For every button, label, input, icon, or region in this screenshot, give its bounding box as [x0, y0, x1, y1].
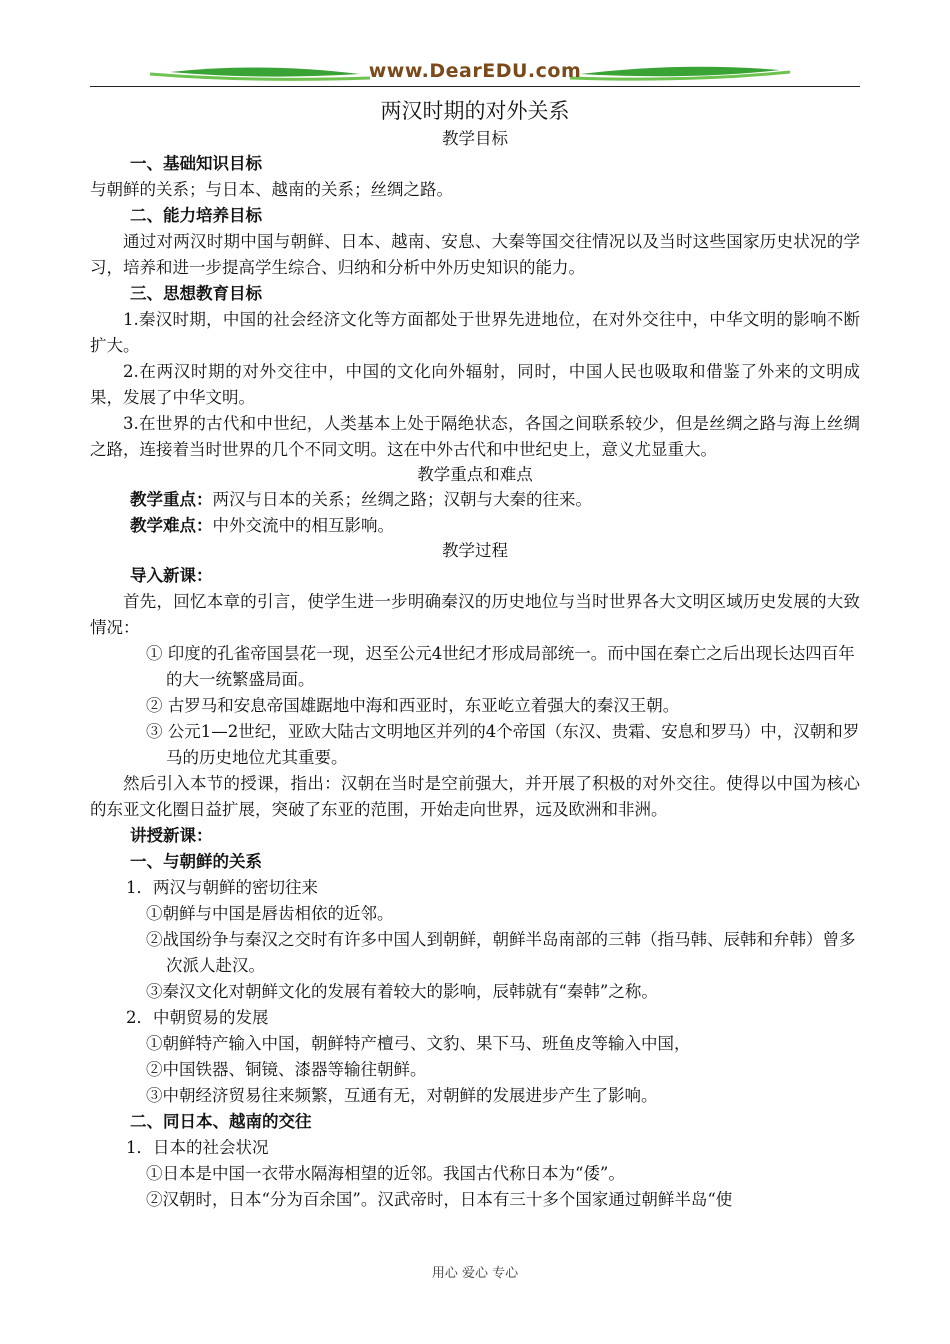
paragraph: 与朝鲜的关系；与日本、越南的关系；丝绸之路。 — [90, 180, 453, 199]
list-item: ②战国纷争与秦汉之交时有许多中国人到朝鲜，朝鲜半岛南部的三韩（指马韩、辰韩和弁韩）曾多次派人赴汉。 — [146, 930, 856, 975]
paragraph: 2.在两汉时期的对外交往中，中国的文化向外辐射，同时，中国人民也吸取和借鉴了外来的文明成果，发展了中华文明。 — [90, 362, 860, 407]
process-heading: 教学过程 — [442, 541, 508, 560]
page-footer: 用心 爱心 专心 — [431, 1266, 519, 1281]
objectives-heading: 教学目标 — [442, 129, 508, 148]
section-heading: 一、与朝鲜的关系 — [130, 852, 262, 871]
list-item: ③中朝经济贸易往来频繁，互通有无，对朝鲜的发展进步产生了影响。 — [146, 1086, 658, 1105]
focus-label: 教学重点： — [130, 490, 213, 509]
paragraph: 通过对两汉时期中国与朝鲜、日本、越南、安息、大秦等国交往情况以及当时这些国家历史状况的学习，培养和进一步提高学生综合、归纳和分析中外历史知识的能力。 — [90, 232, 860, 277]
list-item: ① 印度的孔雀帝国昙花一现，迟至公元4世纪才形成局部统一。而中国在秦亡之后出现长达四百年的大一统繁盛局面。 — [146, 644, 855, 689]
list-item: ② 古罗马和安息帝国雄踞地中海和西亚时，东亚屹立着强大的秦汉王朝。 — [146, 696, 680, 715]
list-item: ②汉朝时，日本“分为百余国”。汉武帝时，日本有三十多个国家通过朝鲜半岛“使 — [146, 1190, 733, 1209]
subheading: 2．中朝贸易的发展 — [126, 1008, 269, 1027]
list-item: ①朝鲜特产输入中国，朝鲜特产檀弓、文豹、果下马、班鱼皮等输入中国， — [146, 1034, 691, 1053]
teach-label: 讲授新课： — [130, 826, 213, 845]
difficulty-line — [90, 513, 860, 539]
list-item: ①日本是中国一衣带水隔海相望的近邻。我国古代称日本为“倭”。 — [146, 1164, 625, 1183]
list-item: ③秦汉文化对朝鲜文化的发展有着较大的影响，辰韩就有“秦韩”之称。 — [146, 982, 658, 1001]
paragraph: 1.秦汉时期，中国的社会经济文化等方面都处于世界先进地位，在对外交往中，中华文明的影响不断扩大。 — [90, 310, 860, 355]
section-heading: 二、同日本、越南的交往 — [130, 1112, 312, 1131]
page-title: 两汉时期的对外关系 — [380, 99, 570, 123]
list-item: ①朝鲜与中国是唇齿相依的近邻。 — [146, 904, 394, 923]
focus-text: 两汉与日本的关系；丝绸之路；汉朝与大秦的往来。 — [212, 490, 592, 509]
site-url-logo: www.DearEDU.com — [368, 60, 582, 82]
paragraph: 然后引入本节的授课，指出：汉朝在当时是空前强大，并开展了积极的对外交往。使得以中国为核心的东亚文化圈日益扩展，突破了东亚的范围，开始走向世界，远及欧洲和非洲。 — [90, 774, 860, 819]
subheading: 1．两汉与朝鲜的密切往来 — [126, 878, 318, 897]
list-item: ②中国铁器、铜镜、漆器等输往朝鲜。 — [146, 1060, 427, 1079]
intro-label: 导入新课： — [130, 566, 213, 585]
header-rule — [90, 86, 860, 87]
list-item: ③ 公元1—2世纪，亚欧大陆古文明地区并列的4个帝国（东汉、贵霜、安息和罗马）中，汉朝和罗马的历史地位尤其重要。 — [146, 722, 860, 767]
focus-line — [90, 487, 860, 513]
section-heading: 二、能力培养目标 — [130, 206, 262, 225]
paragraph: 3.在世界的古代和中世纪，人类基本上处于隔绝状态，各国之间联系较少，但是丝绸之路与海上丝绸之路，连接着当时世界的几个不同文明。这在中外古代和中世纪史上，意义尤显重大。 — [90, 414, 860, 459]
section-heading: 一、基础知识目标 — [130, 154, 262, 173]
difficulty-label: 教学难点： — [130, 516, 213, 535]
difficulty-text: 中外交流中的相互影响。 — [212, 516, 394, 535]
document-body — [90, 95, 860, 1213]
keypoints-heading: 教学重点和难点 — [417, 465, 533, 484]
section-heading: 三、思想教育目标 — [130, 284, 262, 303]
subheading: 1．日本的社会状况 — [126, 1138, 269, 1157]
paragraph: 首先，回忆本章的引言，使学生进一步明确秦汉的历史地位与当时世界各大文明区域历史发展的大致情况： — [90, 592, 860, 637]
